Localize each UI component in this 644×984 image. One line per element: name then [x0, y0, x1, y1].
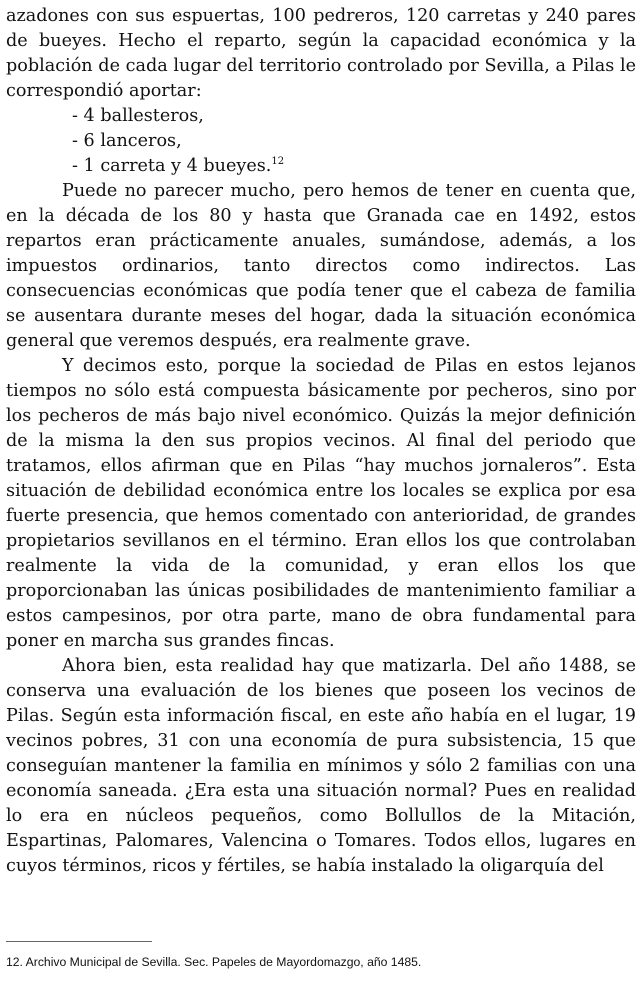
list-item-text: - 1 carreta y 4 bueyes. [72, 156, 272, 176]
page-body [6, 4, 636, 879]
paragraph: Puede no parecer mucho, pero hemos de tener en cuenta que, en la década de los 80 y hasta que Granada cae en 1492, estos repartos eran prácticamente anuales, sumándose, además, a los impuestos ordinarios, tanto directos como indirectos. Las consecuencias económicas que podía tener que el cabeza de familia se ausentara durante meses del hogar, dada la situación económica general que veremos después, era realmente grave. [6, 181, 636, 351]
paragraph: Ahora bien, esta realidad hay que matizarla. Del año 1488, se conserva una evaluación de los bienes que poseen los vecinos de Pilas. Según esta información fiscal, en este año había en el lugar, 19 vecinos pobres, 31 con una economía de pura subsistencia, 15 que conseguían mantener la familia en mínimos y sólo 2 familias con una economía saneada. ¿Era esta una situación normal? Pues en realidad lo era en núcleos pequeños, como Bollullos de la Mitación, Espartinas, Palomares, Valencina o Tomares. Todos ellos, lugares en cuyos términos, ricos y fértiles, se había instalado la oligarquía del [6, 656, 636, 876]
list-item [72, 154, 636, 179]
paragraph: Y decimos esto, porque la sociedad de Pilas en estos lejanos tiempos no sólo está compuesta básicamente por pecheros, sino por los pecheros de más bajo nivel económico. Quizás la mejor definición de la misma la den sus propios vecinos. Al final del periodo que tratamos, ellos afirman que en Pilas “hay muchos jornaleros”. Esta situación de debilidad económica entre los locales se explica por esa fuerte presencia, que hemos comentado con anterioridad, de grandes propietarios sevillanos en el término. Eran ellos los que controlaban realmente la vida de la comunidad, y eran ellos los que proporcionaban las únicas posibilidades de mantenimiento familiar a estos campesinos, por otra parte, mano de obra fundamental para poner en marcha sus grandes fincas. [6, 356, 636, 651]
list-item: - 4 ballesteros, [72, 106, 204, 126]
footnote: 12. Archivo Municipal de Sevilla. Sec. Papeles de Mayordomazgo, año 1485. [6, 955, 422, 969]
paragraph-continued: azadones con sus espuertas, 100 pedreros, 120 carretas y 240 pares de bueyes. Hecho el reparto, según la capacidad económica y la población de cada lugar del territorio controlado por Sevilla, a Pilas le correspondió aportar: [6, 6, 636, 101]
footnote-reference[interactable]: 12 [271, 156, 285, 167]
list-item: - 6 lanceros, [72, 131, 182, 151]
footnote-divider [6, 941, 152, 942]
contribution-list [6, 104, 636, 179]
